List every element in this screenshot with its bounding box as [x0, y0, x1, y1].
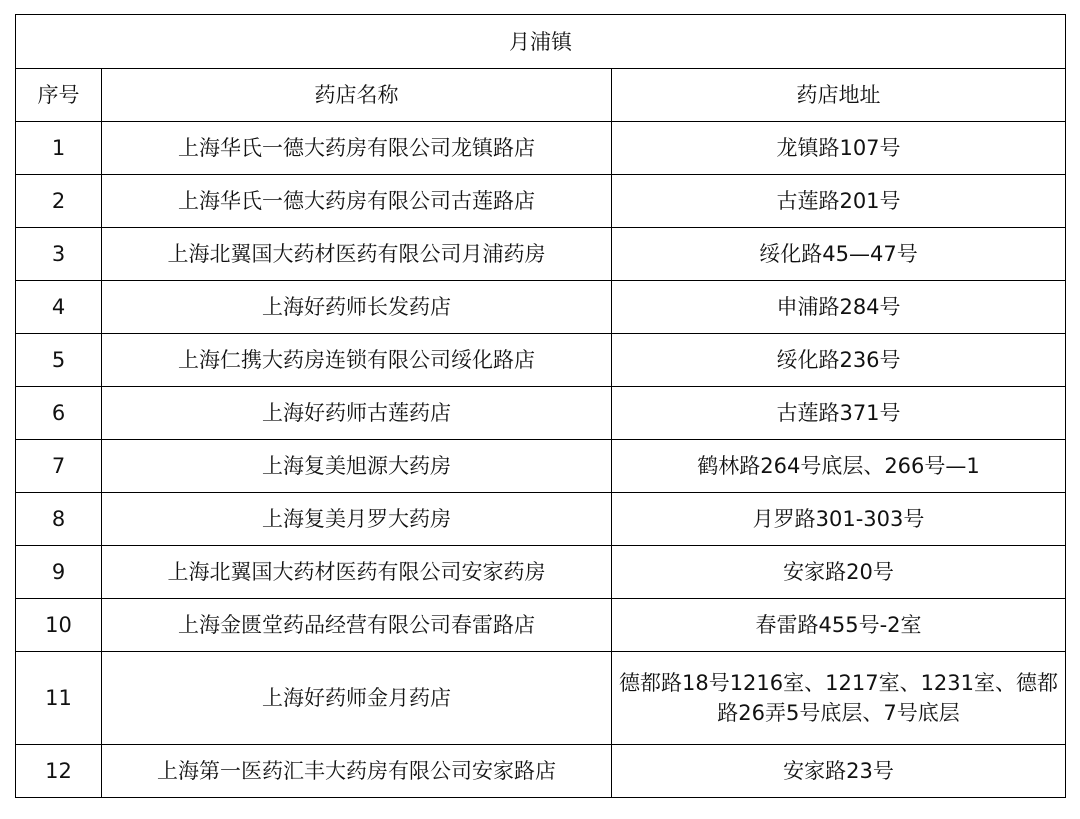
row-pharmacy-name: 上海北翼国大药材医药有限公司安家药房: [102, 546, 612, 599]
table-row: [16, 440, 1066, 493]
row-pharmacy-address: 安家路20号: [612, 546, 1066, 599]
row-pharmacy-name: 上海好药师古莲药店: [102, 387, 612, 440]
row-index: 5: [16, 334, 102, 387]
row-index: 11: [16, 652, 102, 745]
row-pharmacy-name: 上海第一医药汇丰大药房有限公司安家路店: [102, 745, 612, 798]
row-pharmacy-name: 上海好药师长发药店: [102, 281, 612, 334]
row-pharmacy-address: 月罗路301-303号: [612, 493, 1066, 546]
row-index: 2: [16, 175, 102, 228]
table-row: [16, 652, 1066, 745]
title-row: [16, 15, 1066, 69]
row-pharmacy-address: 绥化路45—47号: [612, 228, 1066, 281]
row-pharmacy-address: 德都路18号1216室、1217室、1231室、德都路26弄5号底层、7号底层: [612, 652, 1066, 745]
table-row: [16, 334, 1066, 387]
row-pharmacy-address: 鹤林路264号底层、266号—1: [612, 440, 1066, 493]
table-row: [16, 546, 1066, 599]
row-pharmacy-name: 上海复美旭源大药房: [102, 440, 612, 493]
table-row: [16, 228, 1066, 281]
row-pharmacy-address: 绥化路236号: [612, 334, 1066, 387]
table-body: [16, 15, 1066, 798]
row-pharmacy-address: 古莲路201号: [612, 175, 1066, 228]
header-index: 序号: [16, 69, 102, 122]
row-index: 3: [16, 228, 102, 281]
row-index: 4: [16, 281, 102, 334]
header-address: 药店地址: [612, 69, 1066, 122]
table-row: [16, 745, 1066, 798]
table-row: [16, 281, 1066, 334]
row-index: 6: [16, 387, 102, 440]
table-row: [16, 599, 1066, 652]
table-row: [16, 122, 1066, 175]
row-pharmacy-name: 上海好药师金月药店: [102, 652, 612, 745]
row-index: 9: [16, 546, 102, 599]
table-row: [16, 175, 1066, 228]
row-pharmacy-address: 安家路23号: [612, 745, 1066, 798]
table-title: 月浦镇: [16, 15, 1066, 69]
row-index: 8: [16, 493, 102, 546]
row-pharmacy-name: 上海仁携大药房连锁有限公司绥化路店: [102, 334, 612, 387]
table-row: [16, 493, 1066, 546]
table-row: [16, 387, 1066, 440]
row-pharmacy-address: 申浦路284号: [612, 281, 1066, 334]
row-pharmacy-address: 古莲路371号: [612, 387, 1066, 440]
row-pharmacy-name: 上海华氏一德大药房有限公司古莲路店: [102, 175, 612, 228]
row-index: 7: [16, 440, 102, 493]
row-pharmacy-name: 上海复美月罗大药房: [102, 493, 612, 546]
header-row: [16, 69, 1066, 122]
row-index: 10: [16, 599, 102, 652]
header-name: 药店名称: [102, 69, 612, 122]
pharmacy-table: [15, 14, 1066, 798]
row-pharmacy-address: 春雷路455号-2室: [612, 599, 1066, 652]
row-pharmacy-name: 上海北翼国大药材医药有限公司月浦药房: [102, 228, 612, 281]
row-pharmacy-name: 上海金匮堂药品经营有限公司春雷路店: [102, 599, 612, 652]
row-pharmacy-name: 上海华氏一德大药房有限公司龙镇路店: [102, 122, 612, 175]
row-index: 1: [16, 122, 102, 175]
row-index: 12: [16, 745, 102, 798]
row-pharmacy-address: 龙镇路107号: [612, 122, 1066, 175]
